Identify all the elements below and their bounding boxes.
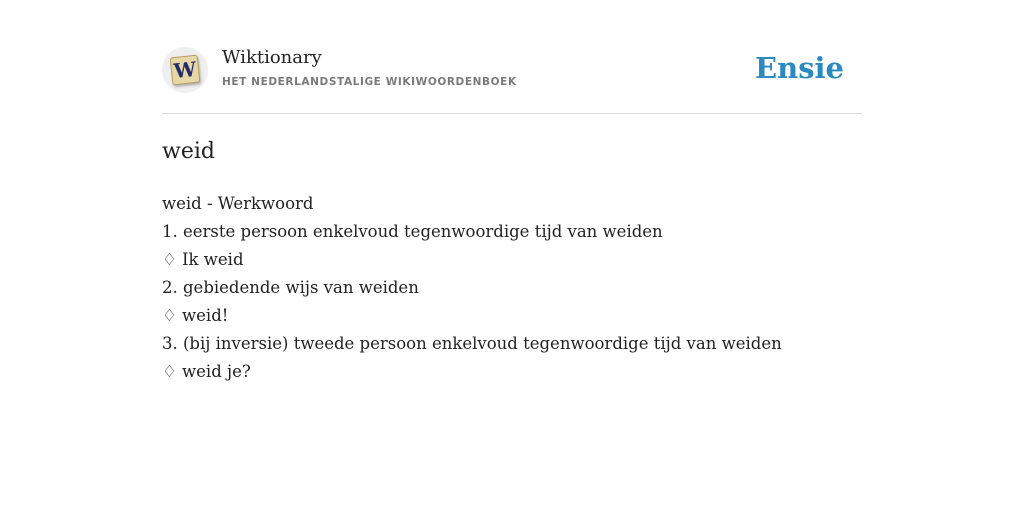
definition-item: 2. gebiedende wijs van weiden (162, 278, 419, 297)
definition-block (162, 190, 782, 386)
wiktionary-logo-icon[interactable] (162, 47, 208, 93)
definition-example: ♢ Ik weid (162, 250, 244, 269)
site-header (162, 0, 862, 114)
page-container (162, 0, 862, 381)
definition-item: 1. eerste persoon enkelvoud tegenwoordige tijd van weiden (162, 222, 663, 241)
page-title: weid (162, 139, 215, 164)
logo-tile (170, 55, 201, 86)
logo-letter: W (172, 56, 198, 84)
site-title[interactable]: Wiktionary (222, 47, 322, 68)
definition-item: 3. (bij inversie) tweede persoon enkelvoud tegenwoordige tijd van weiden (162, 334, 782, 353)
ensie-brand-link[interactable]: Ensie (755, 51, 844, 85)
definition-heading: weid - Werkwoord (162, 194, 314, 213)
site-subtitle: HET NEDERLANDSTALIGE WIKIWOORDENBOEK (222, 76, 517, 88)
definition-example: ♢ weid! (162, 306, 229, 325)
definition-example: ♢ weid je? (162, 362, 251, 381)
